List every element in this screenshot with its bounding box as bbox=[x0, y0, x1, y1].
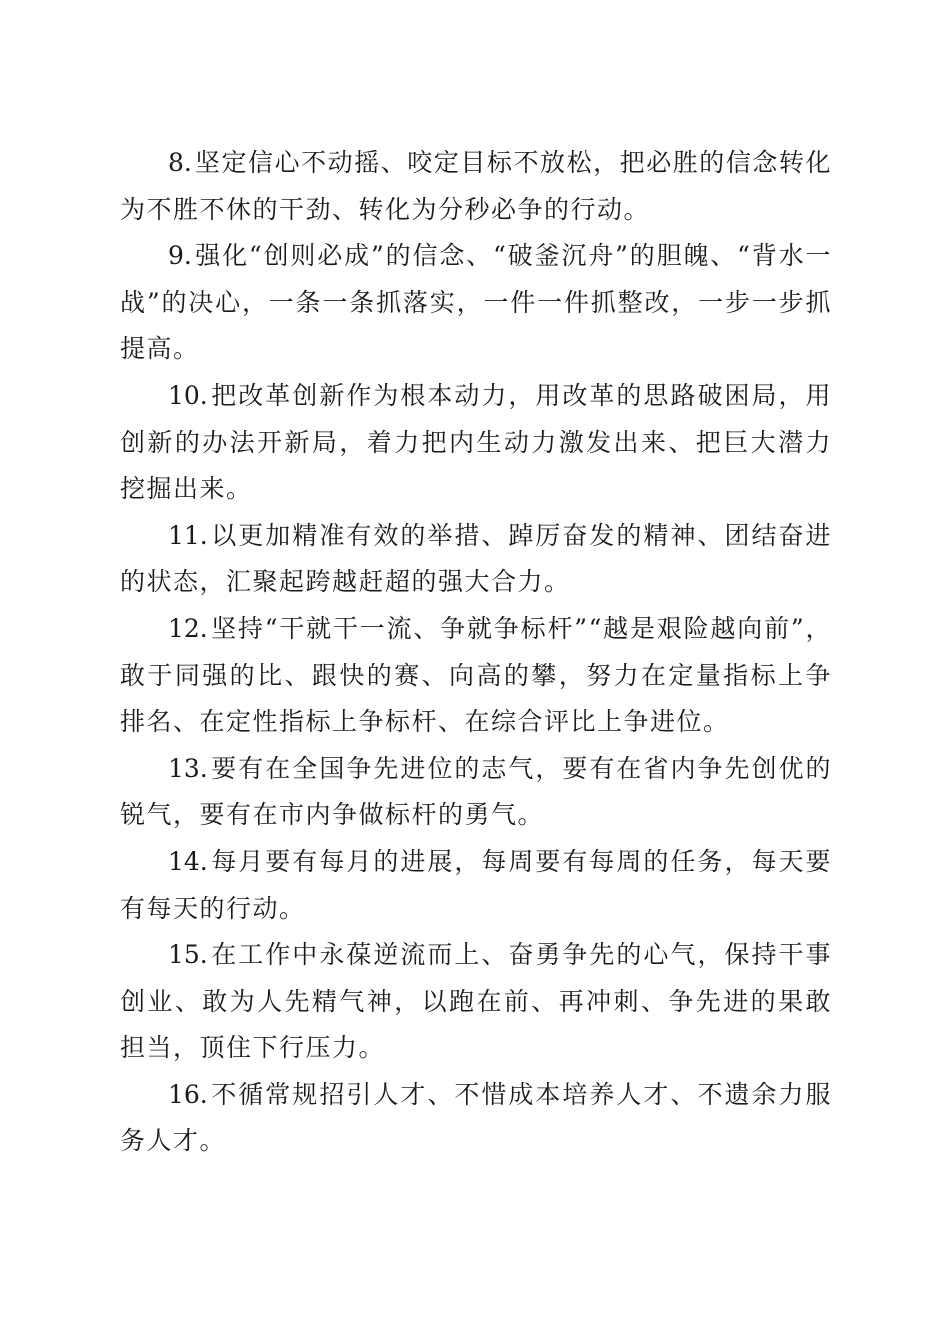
paragraph-text: 每月要有每月的进展，每周要有每周的任务，每天要有每天的行动。 bbox=[120, 846, 832, 923]
paragraph-text: 要有在全国争先进位的志气，要有在省内争先创优的锐气，要有在市内争做标杆的勇气。 bbox=[120, 753, 832, 830]
paragraph-11 bbox=[120, 513, 832, 606]
paragraph-16 bbox=[120, 1072, 832, 1165]
paragraph-number: 11. bbox=[168, 520, 208, 550]
paragraph-number: 10. bbox=[168, 380, 208, 410]
paragraph-9 bbox=[120, 233, 832, 373]
paragraph-text: 在工作中永葆逆流而上、奋勇争先的心气，保持干事创业、敢为人先精气神，以跑在前、再冲刺、争先进的果敢担当，顶住下行压力。 bbox=[120, 940, 832, 1063]
paragraph-text: 以更加精准有效的举措、踔厉奋发的精神、团结奋进的状态，汇聚起跨越赶超的强大合力。 bbox=[120, 520, 832, 597]
paragraph-13 bbox=[120, 746, 832, 839]
paragraph-text: 坚定信心不动摇、咬定目标不放松，把必胜的信念转化为不胜不休的干劲、转化为分秒必争的行动。 bbox=[120, 148, 832, 224]
paragraph-number: 13. bbox=[168, 753, 208, 783]
paragraph-text: 强化“创则必成”的信念、“破釜沉舟”的胆魄、“背水一战”的决心，一条一条抓落实，一件一件抓整改，一步一步抓提高。 bbox=[120, 241, 832, 364]
paragraph-number: 12. bbox=[168, 613, 208, 643]
paragraph-number: 16. bbox=[168, 1079, 208, 1109]
paragraph-text: 坚持“干就干一流、争就争标杆”“越是艰险越向前”，敢于同强的比、跟快的赛、向高的攀，努力在定量指标上争排名、在定性指标上争标杆、在综合评比上争进位。 bbox=[120, 613, 832, 737]
paragraph-text: 把改革创新作为根本动力，用改革的思路破困局，用创新的办法开新局，着力把内生动力激发出来、把巨大潜力挖掘出来。 bbox=[120, 380, 832, 504]
paragraph-15 bbox=[120, 932, 832, 1072]
paragraph-14 bbox=[120, 839, 832, 932]
paragraph-number: 15. bbox=[168, 940, 208, 970]
paragraph-number: 14. bbox=[168, 846, 208, 876]
paragraph-8 bbox=[120, 140, 832, 233]
paragraph-number: 9. bbox=[168, 241, 192, 271]
paragraph-10 bbox=[120, 373, 832, 513]
document-body bbox=[120, 140, 832, 1165]
paragraph-12 bbox=[120, 606, 832, 746]
paragraph-text: 不循常规招引人才、不惜成本培养人才、不遗余力服务人才。 bbox=[120, 1079, 832, 1156]
paragraph-number: 8. bbox=[168, 148, 192, 177]
